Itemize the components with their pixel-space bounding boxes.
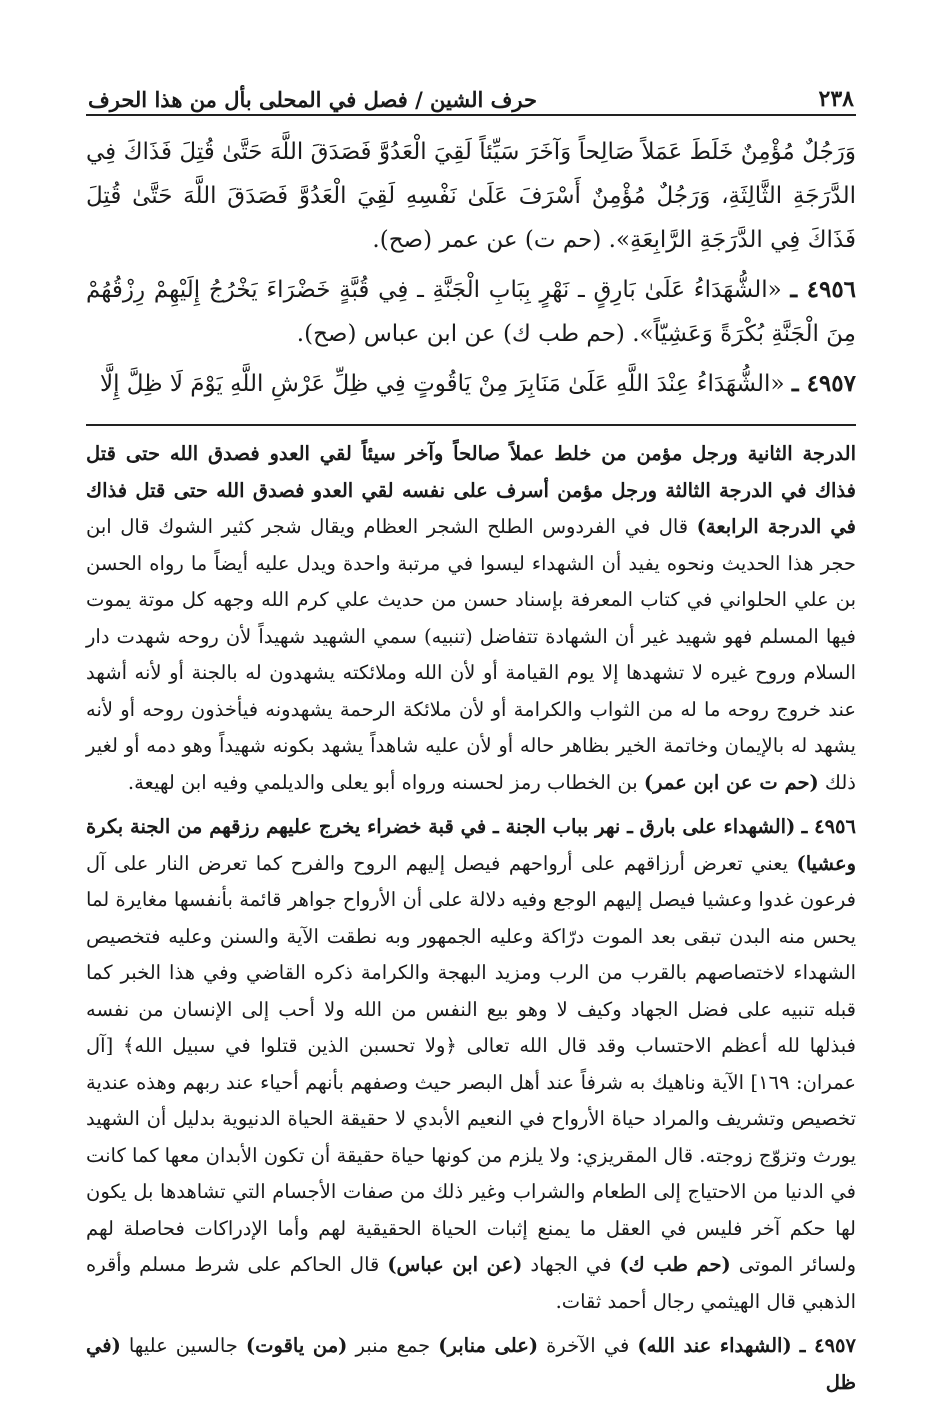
entry-number: ٤٩٥٧ ـ bbox=[799, 1334, 857, 1357]
hadith-text-block bbox=[86, 130, 856, 406]
hadith-4957 bbox=[86, 362, 856, 406]
source-reference: (عن ابن عباس) bbox=[387, 1253, 523, 1276]
source-reference: (حم ت عن ابن عمر) bbox=[643, 770, 819, 794]
page-number: ٢٣٨ bbox=[818, 86, 854, 112]
hadith-continuation bbox=[86, 130, 856, 262]
hadith-number: ٤٩٥٧ ـ bbox=[791, 370, 856, 397]
hadith-text: «الشُّهَدَاءُ عَلَىٰ بَارِقٍ ـ نَهْرٍ بِبَابِ الْجَنَّةِ ـ فِي قُبَّةٍ خَضْرَاءَ يَخْرُجُ إِلَيْهِمْ رِزْقُهُمْ مِنَ الْجَنَّةِ بُكْرَةً وَعَشِيّاً». (حم طب ك) عن ابن عباس (صح). bbox=[86, 277, 856, 347]
footnote-separator bbox=[86, 424, 856, 426]
commentary-block bbox=[86, 436, 856, 1401]
commentary-text: جالسين عليها bbox=[120, 1334, 246, 1357]
commentary-text: في الجهاد bbox=[522, 1253, 620, 1276]
chapter-title: حرف الشين / فصل في المحلى بأل من هذا الحرف bbox=[88, 87, 537, 112]
quoted-hadith: (الشهداء على بارق ـ نهر بباب الجنة ـ في قبة خضراء يخرج عليهم رزقهم من الجنة بكرة وعشيا) bbox=[86, 815, 856, 875]
hadith-text: «الشُّهَدَاءُ عِنْدَ اللَّهِ عَلَىٰ مَنَابِرَ مِنْ يَاقُوتٍ فِي ظِلِّ عَرْشِ اللَّهِ يَوْمَ لَا ظِلَّ إِلَّا bbox=[99, 371, 785, 397]
quoted-hadith: (في ظل bbox=[86, 1334, 856, 1394]
quoted-hadith: (من ياقوت) bbox=[245, 1334, 348, 1357]
commentary-text: قال الحاكم على شرط مسلم وأقره الذهبي قال الهيثمي رجال أحمد ثقات. bbox=[86, 1253, 856, 1313]
hadith-text: وَرَجُلٌ مُؤْمِنٌ خَلَطَ عَمَلاً صَالِحاً وَآخَرَ سَيِّئاً لَقِيَ الْعَدُوَّ فَصَدَقَ اللَّهَ حَتَّىٰ قُتِلَ فَذَاكَ فِي الدَّرَجَةِ الثَّالِثَةِ، وَرَجُلٌ مُؤْمِنٌ أَسْرَفَ عَلَىٰ نَفْسِهِ لَقِيَ الْعَدُوَّ فَصَدَقَ اللَّهَ حَتَّىٰ قُتِلَ فَذَاكَ فِي الدَّرَجَةِ الرَّابِعَةِ». (حم ت) عن عمر (صح). bbox=[86, 139, 856, 253]
entry-number: ٤٩٥٦ ـ bbox=[801, 815, 856, 838]
book-page bbox=[85, 80, 857, 1394]
commentary-text: في الآخرة bbox=[538, 1334, 638, 1357]
quoted-hadith: (الشهداء عند الله) bbox=[637, 1334, 792, 1357]
running-head bbox=[86, 80, 856, 116]
commentary-text: بن الخطاب رمز لحسنه ورواه أبو يعلى والديلمي وفيه ابن لهيعة. bbox=[127, 770, 644, 794]
commentary-text: جمع منبر bbox=[347, 1334, 439, 1357]
commentary-4957 bbox=[86, 1328, 856, 1401]
commentary-paragraph bbox=[86, 436, 856, 801]
commentary-text: يعني تعرض أرزاقهم على أرواحهم فيصل إليهم الروح والفرح كما تعرض النار على آل فرعون غدوا وعشيا فيصل إليهم الوجع وفيه دلالة على أن الأرواح جواهر قائمة بأنفسها مغايرة لما يحس منه البدن تبقى بعد الموت درّاكة وعليه الجمهور وبه نطقت الآية والسنن وعليه فتخصيص الشهداء لاختصاصهم بالقرب من الرب ومزيد البهجة والكرامة ذكره القاضي وفي هذا الخبر كما قبله تنبيه على فضل الجهاد وكيف لا وهو بيع النفس من الله ولا أحب إلى الإنسان من نفسه فبذلها لله أعظم الاحتساب وقد قال الله تعالى ﴿ولا تحسبن الذين قتلوا في سبيل الله﴾ [آل عمران: ١٦٩] الآية وناهيك به شرفاً عند أهل البصر حيث وصفهم بأنهم أحياء عند ربهم وهذه عندية تخصيص وتشريف والمراد حياة الأرواح في النعيم الأبدي لا حقيقة الحياة الدنيوية بدليل أن الشهيد يورث وتزوّج زوجته. قال المقريزي: ولا يلزم من كونها حياة حقيقة أن تكون الأبدان معها كما كانت في الدنيا من الاحتياج إلى الطعام والشراب وغير ذلك من صفات الأجسام التي تشاهدها بل يكون لها حكم آخر فليس في العقل ما يمنع إثبات الحياة الحقيقية لهم وأما الإدراكات فحاصلة لهم ولسائر الموتى bbox=[85, 851, 857, 1276]
hadith-4956 bbox=[86, 268, 856, 356]
quoted-hadith: الدرجة الثانية ورجل مؤمن من خلط عملاً صالحاً وآخر سيئاً لقي العدو فصدق الله حتى قتل فذاك في الدرجة الثالثة ورجل مؤمن أسرف على نفسه لقي العدو فصدق الله حتى قتل فذاك في الدرجة الرابعة) bbox=[86, 442, 856, 538]
hadith-number: ٤٩٥٦ ـ bbox=[790, 276, 857, 303]
source-reference: (حم طب ك) bbox=[619, 1253, 731, 1276]
commentary-text: قال في الفردوس الطلح الشجر العظام ويقال شجر كثير الشوك قال ابن حجر هذا الحديث ونحوه يفيد أن الشهداء ليسوا في مرتبة واحدة ويدل عليه أيضاً ما رواه الحسن بن علي الحلواني في كتاب المعرفة بإسناد حسن من حديث علي كرم الله وجهه كل موتة يموت فيها المسلم فهو شهيد غير أن الشهادة تتفاضل (تنبيه) سمي الشهيد شهيداً لأن روحه شهدت دار السلام وروح غيره لا تشهدها إلا يوم القيامة أو لأن الله وملائكته يشهدون له بالجنة أو لأنه أشهد عند خروج روحه ما له من الثواب والكرامة أو لأن ملائكة الرحمة يشهدونه فيأخذون روحه أو لأنه يشهد له بالإيمان وخاتمة الخير بظاهر حاله أو لأن عليه شاهداً يشهد بكونه شهيداً وهو دمه أو لغير ذلك bbox=[86, 515, 856, 794]
commentary-4956 bbox=[86, 809, 856, 1320]
quoted-hadith: (على منابر) bbox=[438, 1334, 539, 1357]
